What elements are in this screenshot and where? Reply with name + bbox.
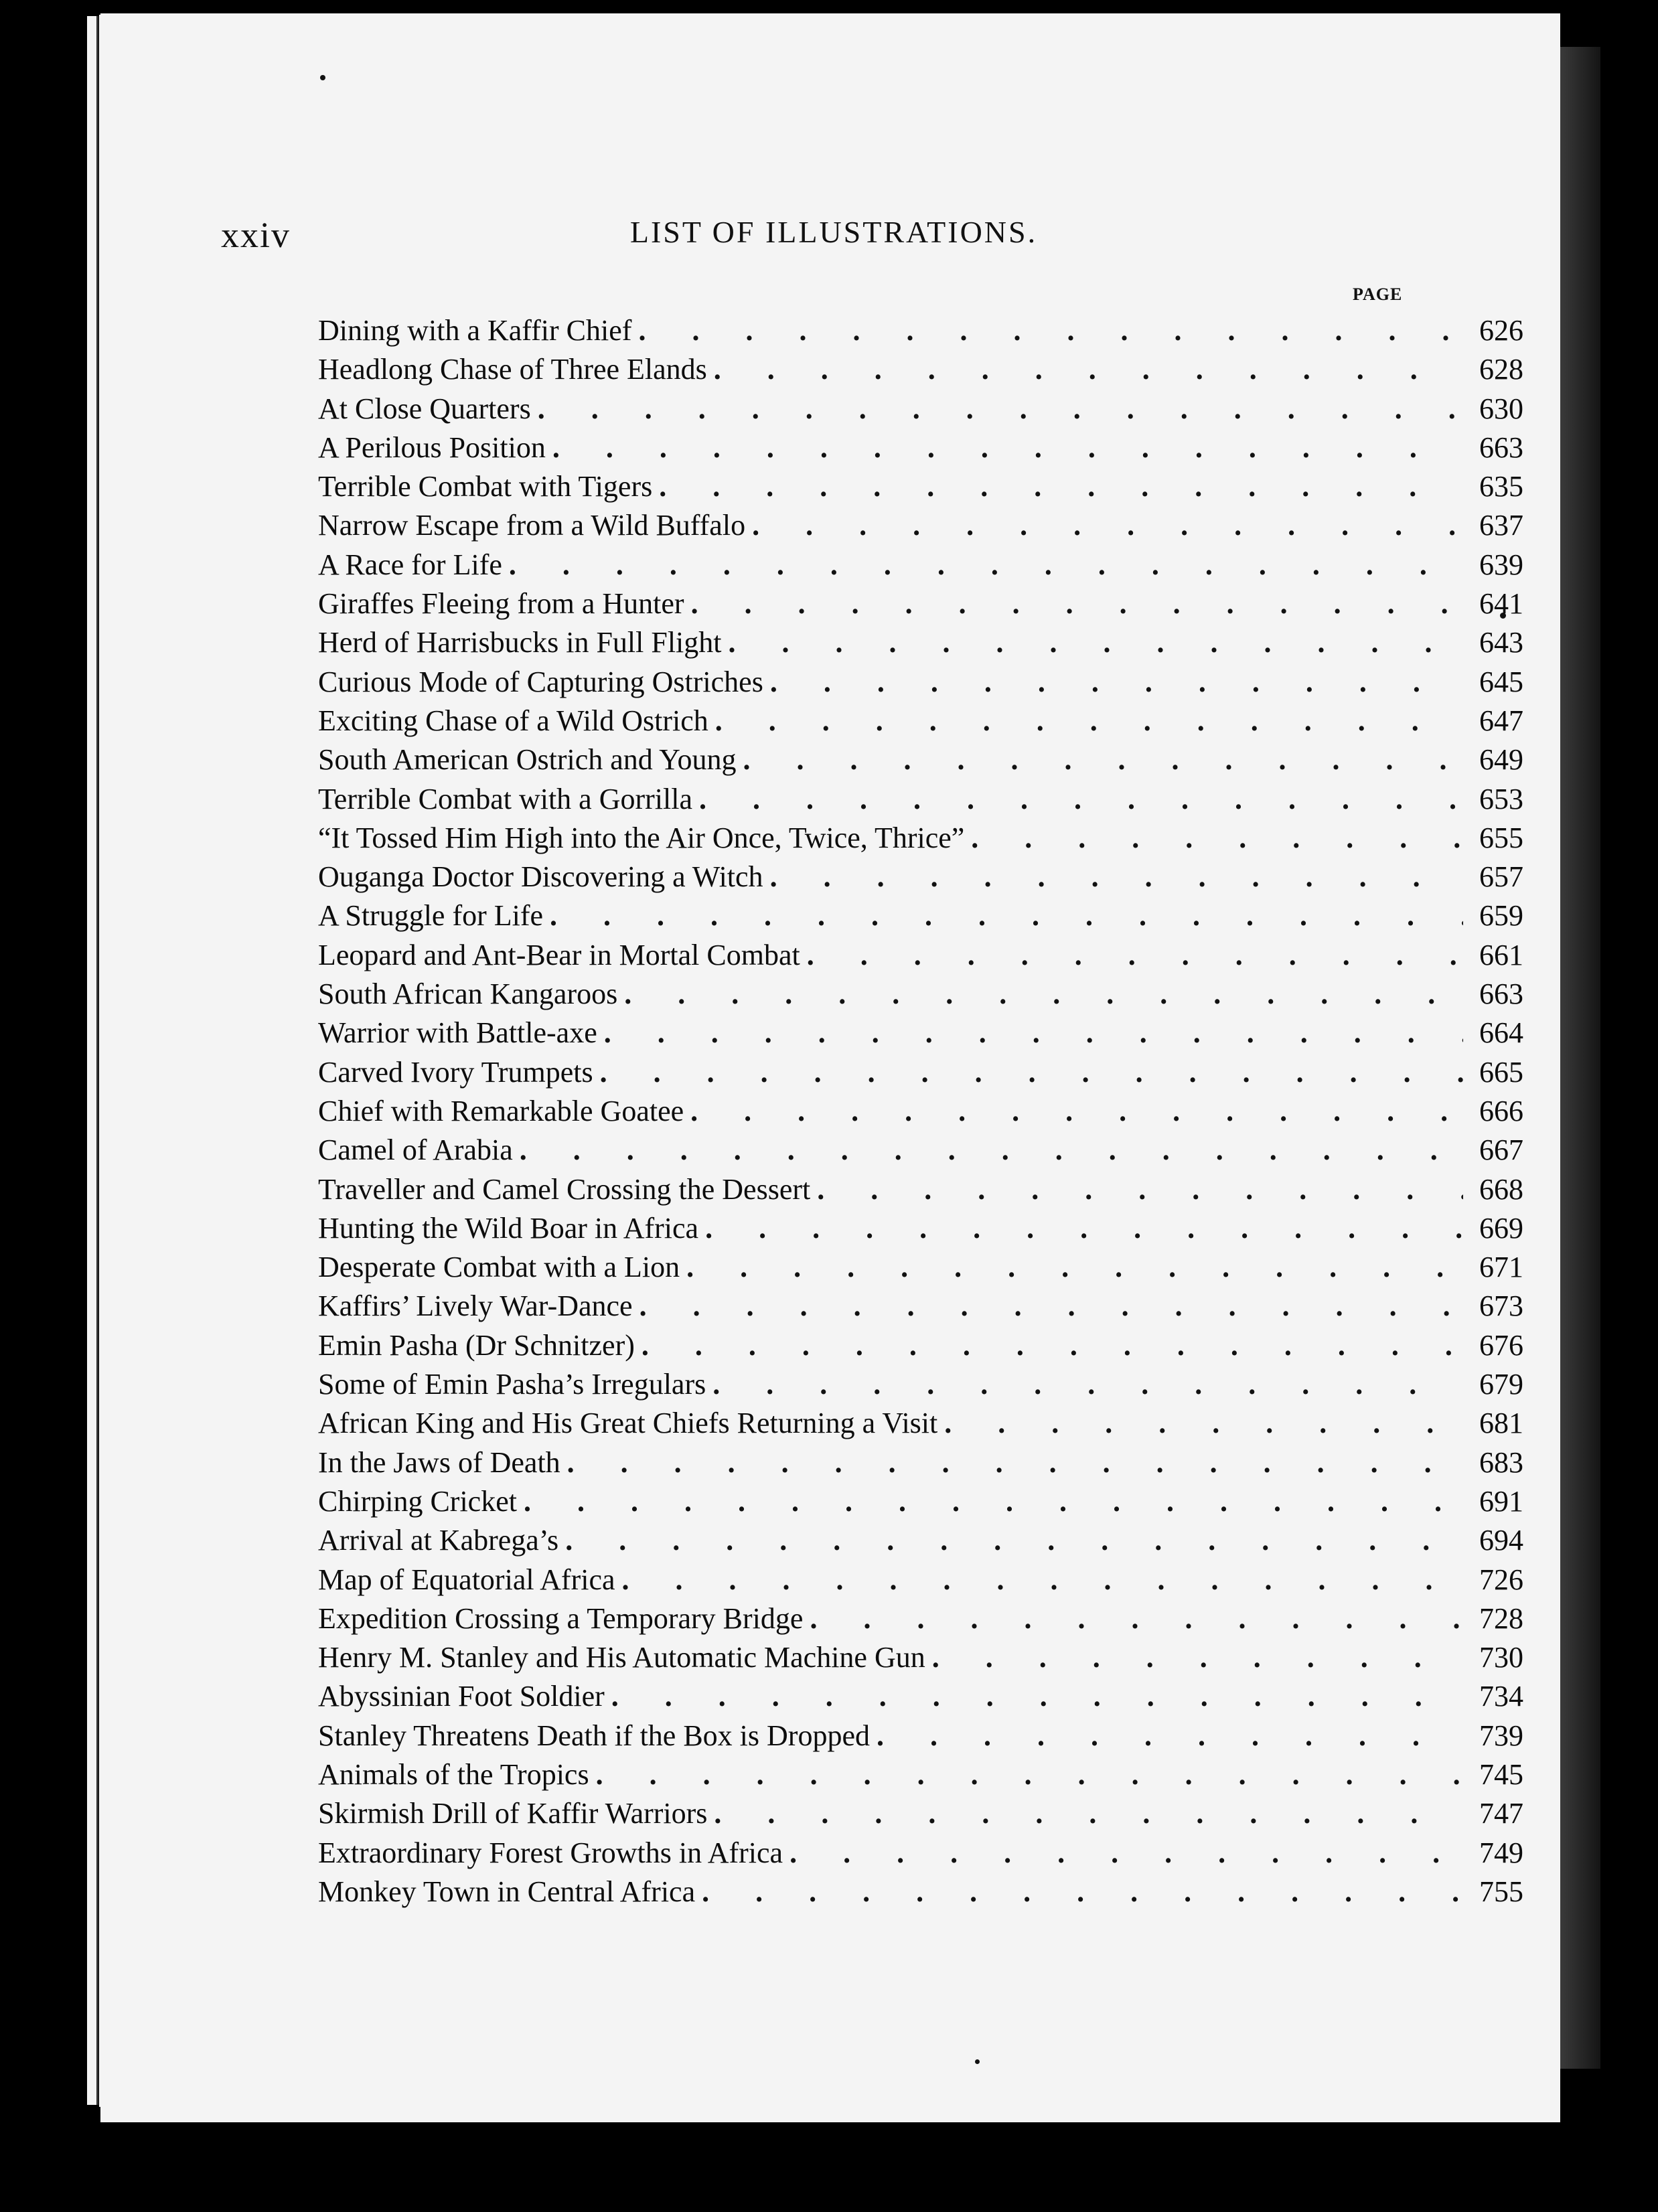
list-item — [318, 1638, 1523, 1677]
illustration-page-number: 663 — [1479, 430, 1523, 464]
dot-leader — [729, 623, 1463, 662]
illustration-page-number: 655 — [1479, 821, 1523, 854]
illustration-title: Carved Ivory Trumpets — [318, 1055, 593, 1089]
list-item — [318, 1443, 1523, 1482]
illustration-title: Herd of Harrisbucks in Full Flight — [318, 626, 722, 659]
illustration-title: Terrible Combat with a Gorrilla — [318, 782, 692, 815]
illustration-page-number: 643 — [1479, 626, 1523, 659]
dot-leader — [622, 1561, 1463, 1599]
illustration-page-number: 664 — [1479, 1016, 1523, 1050]
illustration-page-number: 745 — [1479, 1757, 1523, 1791]
dot-leader — [565, 1521, 1463, 1560]
dot-leader — [600, 1053, 1463, 1092]
illustration-page-number: 653 — [1479, 782, 1523, 815]
illustration-title: Chief with Remarkable Goatee — [318, 1094, 684, 1127]
illustrations-list — [318, 311, 1523, 1911]
dot-leader — [714, 1794, 1463, 1833]
dot-leader — [789, 1834, 1463, 1873]
list-item — [318, 390, 1523, 428]
dot-leader — [699, 780, 1463, 819]
dot-leader — [686, 1248, 1463, 1287]
dot-leader — [971, 819, 1463, 858]
dot-leader — [810, 1599, 1463, 1638]
illustration-title: Skirmish Drill of Kaffir Warriors — [318, 1797, 708, 1830]
dot-leader — [944, 1404, 1463, 1443]
illustration-title: A Perilous Position — [318, 430, 546, 464]
list-item — [318, 1131, 1523, 1170]
list-item — [318, 936, 1523, 975]
illustration-title: Stanley Threatens Death if the Box is Dropped — [318, 1719, 870, 1752]
list-item — [318, 1599, 1523, 1638]
illustration-page-number: 665 — [1479, 1055, 1523, 1089]
illustration-page-number: 663 — [1479, 977, 1523, 1011]
illustration-title: Curious Mode of Capturing Ostriches — [318, 665, 763, 698]
ink-speck — [975, 2059, 980, 2064]
illustration-title: Terrible Combat with Tigers — [318, 470, 653, 503]
list-item — [318, 1365, 1523, 1404]
running-title: LIST OF ILLUSTRATIONS. — [629, 215, 1038, 249]
illustration-title: Some of Emin Pasha’s Irregulars — [318, 1368, 706, 1401]
illustration-title: At Close Quarters — [318, 392, 531, 425]
illustration-page-number: 681 — [1479, 1407, 1523, 1440]
illustration-page-number: 676 — [1479, 1328, 1523, 1362]
illustration-page-number: 671 — [1479, 1251, 1523, 1284]
dot-leader — [770, 858, 1463, 896]
dot-leader — [714, 350, 1463, 389]
dot-leader — [705, 1209, 1463, 1248]
dot-leader — [659, 467, 1463, 506]
illustration-page-number: 683 — [1479, 1445, 1523, 1479]
illustration-page-number: 626 — [1479, 314, 1523, 347]
illustration-title: A Struggle for Life — [318, 899, 544, 933]
illustration-page-number: 659 — [1479, 899, 1523, 933]
list-item — [318, 1170, 1523, 1209]
dot-leader — [932, 1638, 1463, 1677]
list-item — [318, 1404, 1523, 1443]
list-item — [318, 428, 1523, 467]
list-item — [318, 623, 1523, 662]
list-item — [318, 1521, 1523, 1560]
illustration-title: Dining with a Kaffir Chief — [318, 314, 632, 347]
list-item — [318, 1873, 1523, 1911]
illustration-title: Expedition Crossing a Temporary Bridge — [318, 1601, 804, 1635]
illustration-page-number: 726 — [1479, 1563, 1523, 1596]
list-item — [318, 1248, 1523, 1287]
list-item — [318, 663, 1523, 702]
dot-leader — [624, 975, 1463, 1014]
illustration-title: Leopard and Ant-Bear in Mortal Combat — [318, 938, 800, 971]
dot-leader — [596, 1755, 1463, 1794]
list-item — [318, 1717, 1523, 1755]
ink-speck — [320, 75, 325, 80]
illustration-title: Abyssinian Foot Soldier — [318, 1680, 605, 1713]
illustration-page-number: 728 — [1479, 1601, 1523, 1635]
dot-leader — [638, 311, 1463, 350]
illustration-title: Headlong Chase of Three Elands — [318, 353, 707, 386]
illustration-title: Hunting the Wild Boar in Africa — [318, 1211, 699, 1245]
page-header — [221, 214, 1420, 254]
page-column-label: PAGE — [1353, 285, 1403, 304]
illustration-page-number: 645 — [1479, 665, 1523, 698]
dot-leader — [520, 1131, 1463, 1170]
dot-leader — [877, 1717, 1463, 1755]
illustration-page-number: 749 — [1479, 1836, 1523, 1869]
dot-leader — [702, 1873, 1463, 1911]
list-item — [318, 740, 1523, 779]
list-item — [318, 975, 1523, 1014]
list-item — [318, 1794, 1523, 1833]
illustration-page-number: 647 — [1479, 704, 1523, 737]
illustration-page-number: 679 — [1479, 1368, 1523, 1401]
illustration-title: “It Tossed Him High into the Air Once, Twice, Thrice” — [318, 821, 965, 854]
illustration-title: Desperate Combat with a Lion — [318, 1251, 680, 1284]
list-item — [318, 896, 1523, 935]
illustration-page-number: 668 — [1479, 1172, 1523, 1206]
list-item — [318, 1482, 1523, 1521]
illustration-title: A Race for Life — [318, 548, 502, 581]
illustration-title: Narrow Escape from a Wild Buffalo — [318, 509, 746, 542]
illustration-title: Henry M. Stanley and His Automatic Machine Gun — [318, 1641, 925, 1674]
book-page — [100, 13, 1560, 2122]
list-item — [318, 1755, 1523, 1794]
illustration-title: In the Jaws of Death — [318, 1445, 560, 1479]
list-item — [318, 1209, 1523, 1248]
dot-leader — [807, 936, 1463, 975]
list-item — [318, 467, 1523, 506]
illustration-title: Extraordinary Forest Growths in Africa — [318, 1836, 783, 1869]
dot-leader — [604, 1014, 1463, 1052]
dot-leader — [712, 1365, 1463, 1404]
illustration-page-number: 628 — [1479, 353, 1523, 386]
dot-leader — [752, 506, 1463, 545]
list-item — [318, 546, 1523, 584]
list-item — [318, 1834, 1523, 1873]
illustration-page-number: 666 — [1479, 1094, 1523, 1127]
dot-leader — [611, 1677, 1463, 1716]
list-item — [318, 584, 1523, 623]
illustration-title: Warrior with Battle-axe — [318, 1016, 597, 1050]
illustration-title: Camel of Arabia — [318, 1133, 513, 1167]
list-item — [318, 819, 1523, 858]
illustration-page-number: 673 — [1479, 1289, 1523, 1323]
illustration-page-number: 649 — [1479, 743, 1523, 777]
dot-leader — [509, 546, 1463, 584]
dot-leader — [690, 1092, 1463, 1131]
illustration-title: Animals of the Tropics — [318, 1757, 589, 1791]
illustration-title: Arrival at Kabrega’s — [318, 1524, 559, 1557]
illustration-title: Monkey Town in Central Africa — [318, 1875, 696, 1908]
list-item — [318, 350, 1523, 389]
dot-leader — [770, 663, 1463, 702]
illustration-title: Emin Pasha (Dr Schnitzer) — [318, 1328, 635, 1362]
dot-leader — [715, 702, 1463, 740]
page-number: xxiv — [221, 215, 291, 255]
illustration-page-number: 755 — [1479, 1875, 1523, 1908]
illustration-page-number: 730 — [1479, 1641, 1523, 1674]
page-shadow — [1560, 47, 1600, 2069]
illustration-page-number: 639 — [1479, 548, 1523, 581]
illustration-page-number: 630 — [1479, 392, 1523, 425]
illustration-title: Ouganga Doctor Discovering a Witch — [318, 860, 763, 894]
illustration-title: African King and His Great Chiefs Returning a Visit — [318, 1407, 938, 1440]
illustration-page-number: 739 — [1479, 1719, 1523, 1752]
dot-leader — [567, 1443, 1463, 1482]
illustration-title: South African Kangaroos — [318, 977, 618, 1011]
dot-leader — [552, 428, 1463, 467]
illustration-title: Chirping Cricket — [318, 1484, 517, 1518]
illustration-page-number: 635 — [1479, 470, 1523, 503]
list-item — [318, 1561, 1523, 1599]
list-item — [318, 1053, 1523, 1092]
illustration-page-number: 734 — [1479, 1680, 1523, 1713]
illustration-page-number: 747 — [1479, 1797, 1523, 1830]
illustration-title: Giraffes Fleeing from a Hunter — [318, 587, 684, 621]
illustration-title: South American Ostrich and Young — [318, 743, 737, 777]
dot-leader — [817, 1170, 1463, 1209]
illustration-page-number: 669 — [1479, 1211, 1523, 1245]
illustration-title: Map of Equatorial Africa — [318, 1563, 615, 1596]
list-item — [318, 1014, 1523, 1052]
dot-leader — [743, 740, 1463, 779]
dot-leader — [691, 584, 1463, 623]
list-item — [318, 1326, 1523, 1365]
list-item — [318, 1677, 1523, 1716]
dot-leader — [642, 1326, 1463, 1365]
illustration-page-number: 661 — [1479, 938, 1523, 971]
dot-leader — [524, 1482, 1463, 1521]
dot-leader — [639, 1287, 1463, 1326]
illustration-page-number: 691 — [1479, 1484, 1523, 1518]
list-item — [318, 506, 1523, 545]
list-item — [318, 702, 1523, 740]
illustration-page-number: 641 — [1479, 587, 1523, 621]
illustration-title: Traveller and Camel Crossing the Dessert — [318, 1172, 811, 1206]
dot-leader — [538, 390, 1463, 428]
dot-leader — [550, 896, 1463, 935]
illustration-page-number: 657 — [1479, 860, 1523, 894]
illustration-title: Kaffirs’ Lively War-Dance — [318, 1289, 633, 1323]
illustration-page-number: 667 — [1479, 1133, 1523, 1167]
illustration-title: Exciting Chase of a Wild Ostrich — [318, 704, 708, 737]
illustration-page-number: 694 — [1479, 1524, 1523, 1557]
illustration-page-number: 637 — [1479, 509, 1523, 542]
list-item — [318, 1092, 1523, 1131]
list-item — [318, 311, 1523, 350]
list-item — [318, 1287, 1523, 1326]
list-item — [318, 858, 1523, 896]
list-item — [318, 780, 1523, 819]
page-edge — [87, 16, 98, 2105]
